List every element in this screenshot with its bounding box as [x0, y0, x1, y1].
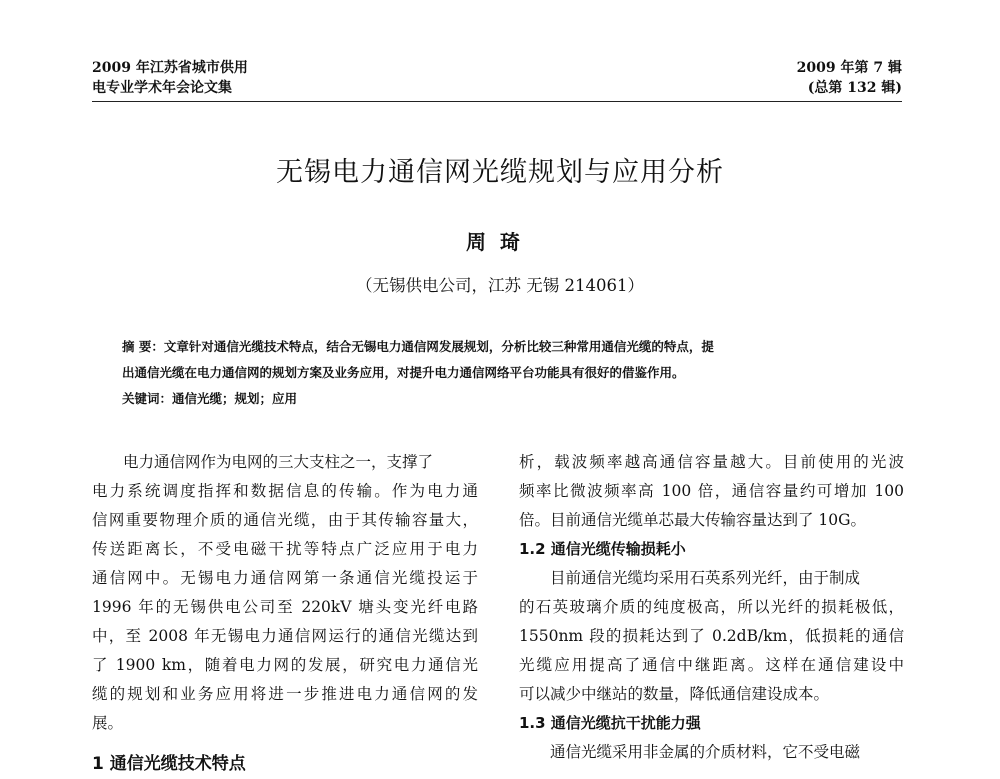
abstract-text-2: 出通信光缆在电力通信网的规划方案及业务应用，对提升电力通信网络平台功能具有很好的借鉴作用。: [122, 365, 685, 380]
col1-line: 电力通信网作为电网的三大支柱之一，支撑了: [123, 453, 434, 471]
abstract-text-1: 文章针对通信光缆技术特点，结合无锡电力通信网发展规划，分析比较三种常用通信光缆的特点，提: [163, 339, 714, 354]
abstract-line-1: [122, 334, 882, 360]
section-heading-1-3: 1.3 通信光缆抗干扰能力强: [519, 714, 701, 732]
body-column-right: [519, 448, 904, 767]
col1-line: 传送距离长，不受电磁干扰等特点广泛应用于电力: [92, 540, 478, 558]
col1-line: 1996 年的无锡供电公司至 220kV 塘头变光纤电路: [92, 598, 478, 616]
paper-affiliation: （无锡供电公司，江苏 无锡 214061）: [356, 276, 644, 295]
col2-line: 光缆应用提高了通信中继距离。这样在通信建设中: [519, 656, 904, 674]
section-heading-1-2: 1.2 通信光缆传输损耗小: [519, 540, 686, 558]
header-right-line1: 2009 年第 7 辑: [796, 60, 902, 76]
col2-line: 可以减少中继站的数量，降低通信建设成本。: [519, 685, 830, 703]
body-column-left: [92, 448, 478, 779]
paper-title: 无锡电力通信网光缆规划与应用分析: [276, 157, 724, 188]
col1-line: 电力系统调度指挥和数据信息的传输。作为电力通: [92, 482, 478, 500]
abstract-block: [122, 334, 882, 412]
col2-line: 的石英玻璃介质的纯度极高，所以光纤的损耗极低，: [519, 598, 904, 616]
col1-line: 缆的规划和业务应用将进一步推进电力通信网的发: [92, 685, 478, 703]
col1-line: 通信网中。无锡电力通信网第一条通信光缆投运于: [92, 569, 478, 587]
running-header-left: [92, 58, 248, 98]
header-left-line2: 电专业学术年会论文集: [92, 80, 232, 96]
running-header-right: [797, 58, 902, 98]
col2-line: 1550nm 段的损耗达到了 0.2dB/km，低损耗的通信: [519, 627, 904, 645]
header-right-line2: (总第 132 辑): [807, 80, 902, 96]
col2-line: 频率比微波频率高 100 倍，通信容量约可增加 100: [519, 482, 904, 500]
header-divider: [92, 101, 902, 102]
col1-line: 展。: [92, 714, 124, 732]
abstract-label: 摘 要：: [122, 339, 164, 354]
keywords-text: 通信光缆；规划；应用: [172, 391, 298, 406]
col1-line: 中，至 2008 年无锡电力通信网运行的通信光缆达到: [92, 627, 478, 645]
col1-line: 信网重要物理介质的通信光缆，由于其传输容量大，: [92, 511, 478, 529]
keywords-line: [122, 386, 882, 412]
section-heading-1: 1 通信光缆技术特点: [92, 754, 246, 774]
paper-author: 周琦: [466, 230, 534, 254]
col2-line: 通信光缆采用非金属的介质材料，它不受电磁: [550, 743, 861, 761]
col2-line: 析，载波频率越高通信容量越大。目前使用的光波: [519, 453, 904, 471]
col2-line: 目前通信光缆均采用石英系列光纤，由于制成: [550, 569, 861, 587]
keywords-label: 关键词：: [122, 391, 173, 406]
col1-line: 了 1900 km，随着电力网的发展，研究电力通信光: [92, 656, 478, 674]
header-left-line1: 2009 年江苏省城市供用: [92, 60, 248, 76]
col2-line: 倍。目前通信光缆单芯最大传输容量达到了 10G。: [519, 511, 867, 529]
